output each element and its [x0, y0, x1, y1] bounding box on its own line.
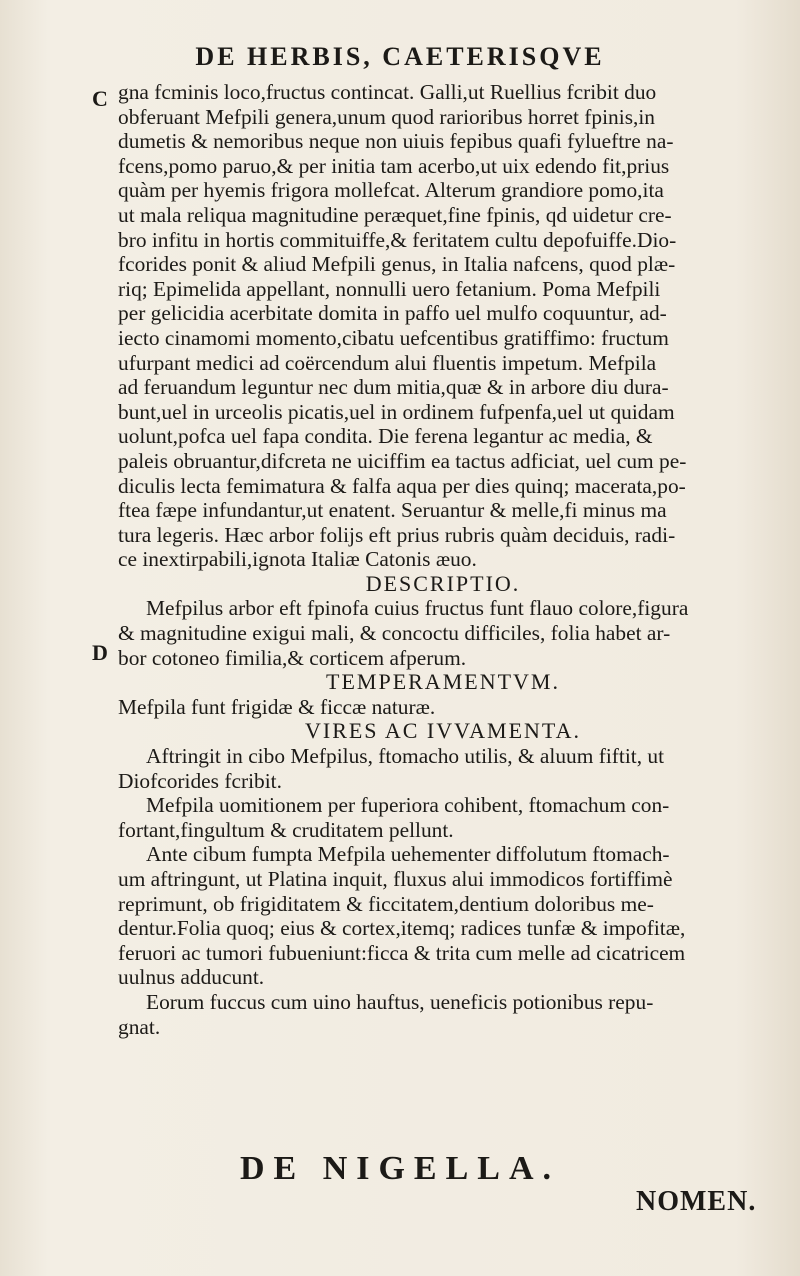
text-line: Ante cibum fumpta Mefpila uehementer diffolutum ftomach- [146, 842, 670, 867]
text-line: dumetis & nemoribus neque non uiuis fepibus quafi fylueftre na- [118, 129, 674, 154]
text-line: uulnus adducunt. [118, 965, 265, 990]
text-line: iecto cinamomi momento,cibatu uefcentibus gratiffimo: fructum [118, 325, 669, 350]
text-line: fcorides ponit & aliud Mefpili genus, in Italia nafcens, quod plæ- [118, 252, 676, 277]
text-line: bor cotoneo fimilia,& corticem afperum. [118, 645, 467, 670]
text-line: quàm per hyemis frigora mollefcat. Alterum grandiore pomo,ita [118, 178, 664, 203]
text-line: feruori ac tumori fubueniunt:ficca & trita cum melle ad cicatricem [118, 940, 686, 965]
text-line: ut mala reliqua magnitudine peræquet,fine fpinis, qd uidetur cre- [118, 202, 672, 227]
catchword: NOMEN. [636, 1186, 757, 1217]
margin-letter-d: D [92, 640, 108, 665]
text-line: ad feruandum leguntur nec dum mitia,quæ & in arbore diu dura- [118, 375, 669, 400]
text-line: reprimunt, ob frigiditatem & ficcitatem,dentium doloribus me- [118, 891, 654, 916]
text-line: bro infitu in hortis commituiffe,& feritatem cultu depofuiffe.Dio- [118, 227, 677, 252]
text-line: ftea fæpe infundantur,ut enatent. Seruantur & melle,fi minus ma [118, 498, 667, 523]
section-heading-temperamentum: TEMPERAMENTVM. [326, 670, 560, 695]
text-line: & magnitudine exigui mali, & concoctu difficiles, folia habet ar- [118, 621, 671, 646]
text-line: Mefpila funt frigidæ & ficcæ naturæ. [118, 694, 436, 719]
text-line: gna fcminis loco,fructus contincat. Galli,ut Ruellius fcribit duo [118, 80, 657, 104]
text-line: ufurpant medici ad coërcendum alui fluentis impetum. Mefpila [118, 350, 657, 375]
section-heading-descriptio: DESCRIPTIO. [365, 571, 521, 596]
text-line: tura legeris. Hæc arbor folijs eft prius rubris quàm deciduis, radi- [118, 522, 676, 547]
text-line: Mefpilus arbor eft fpinofa cuius fructus funt flauo colore,figura [146, 596, 689, 621]
text-line: Mefpila uomitionem per fuperiora cohibent, ftomachum con- [146, 793, 670, 818]
next-chapter-title: DE NIGELLA. [239, 1150, 561, 1187]
text-line: obferuant Mefpili genera,unum quod rarioribus horret fpinis,in [118, 104, 656, 129]
margin-letter-c: C [92, 86, 108, 111]
text-line: fcens,pomo paruo,& per initia tam acerbo,ut uix edendo fit,prius [118, 153, 670, 178]
text-line: uolunt,pofca uel fapa condita. Die ferena legantur ac media, & [118, 424, 653, 449]
text-line: fortant,fingultum & cruditatem pellunt. [118, 817, 454, 842]
text-line: Aftringit in cibo Mefpilus, ftomacho utilis, & aluum fiftit, ut [146, 744, 665, 769]
running-head: DE HERBIS, CAETERISQVE [195, 42, 605, 71]
text-line: Eorum fuccus cum uino hauftus, ueneficis potionibus repu- [146, 989, 654, 1014]
section-heading-vires: VIRES AC IVVAMENTA. [304, 719, 581, 744]
text-line: bunt,uel in urceolis picatis,uel in ordinem fufpenfa,uel ut quidam [118, 399, 675, 424]
text-line: ce inextirpabili,ignota Italiæ Catonis æuo. [118, 547, 477, 572]
text-line: gnat. [118, 1014, 161, 1039]
text-line: riq; Epimelida appellant, nonnulli uero fetanium. Poma Mefpili [118, 276, 661, 301]
text-line: Diofcorides fcribit. [118, 768, 282, 793]
body-text [118, 80, 768, 1039]
text-line: diculis lecta femimatura & falfa aqua per dies quinq; macerata,po- [118, 473, 686, 498]
text-line: per gelicidia acerbitate domita in paffo uel mulfo coquuntur, ad- [118, 301, 667, 326]
text-line: paleis obruantur,difcreta ne uiciffim ea tactus adficiat, uel cum pe- [118, 448, 687, 473]
text-line: um aftringunt, ut Platina inquit, fluxus alui immodicos fortiffimè [118, 867, 673, 891]
text-line: dentur.Folia quoq; eius & cortex,itemq; radices tunfæ & impofitæ, [118, 916, 686, 941]
